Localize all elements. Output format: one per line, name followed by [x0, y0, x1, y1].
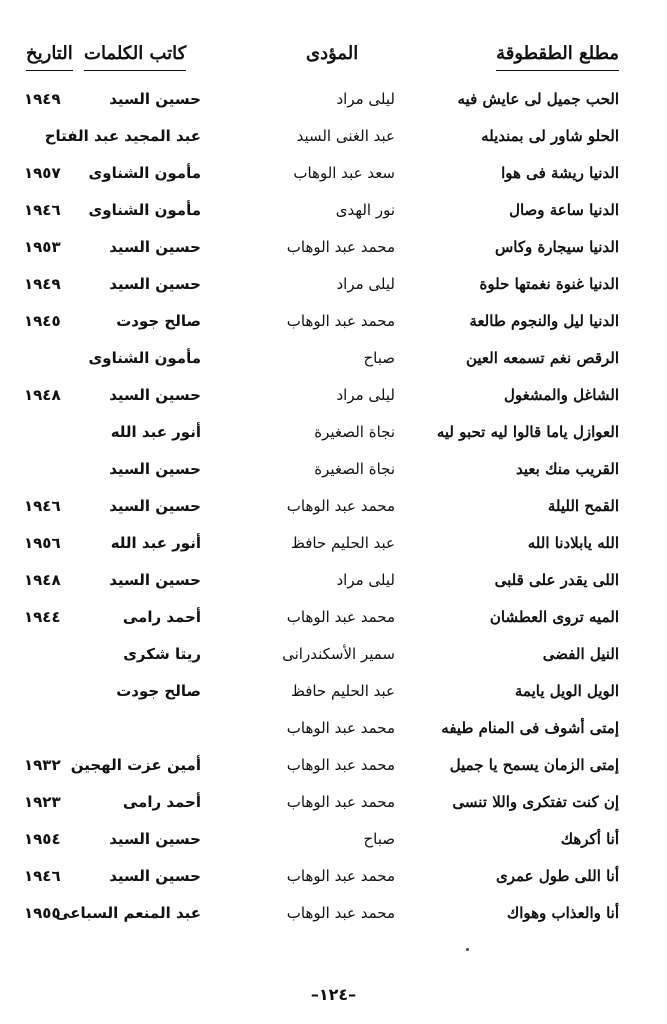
header-lyricist: كاتب الكلمات: [84, 40, 186, 71]
lyricist-name: حسين السيد: [109, 386, 201, 404]
table-row: [0, 487, 667, 524]
lyricist-name: مأمون الشناوى: [88, 349, 201, 367]
table-row: [0, 894, 667, 931]
table-row: [0, 672, 667, 709]
table-row: [0, 302, 667, 339]
table-row: [0, 376, 667, 413]
year: ١٩٤٦: [24, 867, 61, 885]
lyricist-name: حسين السيد: [109, 497, 201, 515]
lyricist-name: حسين السيد: [109, 275, 201, 293]
song-title: الشاغل والمشغول: [503, 386, 619, 404]
stray-dot: [466, 948, 469, 951]
singer-name: محمد عبد الوهاب: [286, 756, 395, 774]
song-title: إمتى الزمان يسمح يا جميل: [449, 756, 619, 774]
year: ١٩٤٦: [24, 497, 61, 515]
year: ١٩٤٩: [24, 275, 61, 293]
singer-name: صباح: [363, 349, 395, 367]
singer-name: عبد الحليم حافظ: [290, 682, 395, 700]
table-row: [0, 117, 667, 154]
singer-name: محمد عبد الوهاب: [286, 867, 395, 885]
lyricist-name: عبد المجيد عبد الفتاح: [44, 127, 201, 145]
table-row: [0, 339, 667, 376]
lyricist-name: أمين عزت الهجين: [70, 756, 201, 774]
singer-name: محمد عبد الوهاب: [286, 719, 395, 737]
singer-name: ليلى مراد: [336, 275, 395, 293]
table-row: [0, 228, 667, 265]
singer-name: محمد عبد الوهاب: [286, 497, 395, 515]
year: ١٩٤٦: [24, 201, 61, 219]
song-title: الله يابلادنا الله: [527, 534, 619, 552]
year: ١٩٤٨: [24, 386, 61, 404]
song-title: أنا أكرهك: [560, 830, 619, 848]
year: ١٩٣٢: [24, 756, 61, 774]
singer-name: صباح: [363, 830, 395, 848]
song-title: الويل الويل يايمة: [514, 682, 619, 700]
page-number: –١٢٤–: [310, 985, 357, 1004]
header-song-title: مطلع الطقطوقة: [496, 40, 619, 71]
table-row: [0, 709, 667, 746]
lyricist-name: حسين السيد: [109, 90, 201, 108]
singer-name: محمد عبد الوهاب: [286, 608, 395, 626]
singer-name: ليلى مراد: [336, 90, 395, 108]
singer-name: سعد عبد الوهاب: [293, 164, 395, 182]
table-row: [0, 598, 667, 635]
table-row: [0, 524, 667, 561]
lyricist-name: أحمد رامى: [122, 608, 201, 626]
singer-name: محمد عبد الوهاب: [286, 793, 395, 811]
song-title: الرقص نغم تسمعه العين: [465, 349, 619, 367]
song-title: القريب منك بعيد: [516, 460, 619, 478]
year: ١٩٤٩: [24, 90, 61, 108]
table-row: [0, 413, 667, 450]
song-title: الدنيا سيجارة وكاس: [494, 238, 619, 256]
singer-name: عبد الغنى السيد: [296, 127, 395, 145]
lyricist-name: حسين السيد: [109, 571, 201, 589]
lyricist-name: أحمد رامى: [122, 793, 201, 811]
song-title: إن كنت تفتكرى واللا تنسى: [452, 793, 619, 811]
year: ١٩٢٣: [24, 793, 61, 811]
song-title: العوازل ياما قالوا ليه تحبو ليه: [436, 423, 619, 441]
song-title: أنا اللى طول عمرى: [495, 867, 619, 885]
lyricist-name: أنور عبد الله: [110, 423, 201, 441]
table-row: [0, 857, 667, 894]
year: ١٩٥٥: [24, 904, 61, 922]
song-title: الدنيا ليل والنجوم طالعة: [469, 312, 619, 330]
lyricist-name: حسين السيد: [109, 238, 201, 256]
table-row: [0, 154, 667, 191]
lyricist-name: حسين السيد: [109, 460, 201, 478]
year: ١٩٥٦: [24, 534, 61, 552]
song-title: الحلو شاور لى بمنديله: [481, 127, 619, 145]
song-title: الحب جميل لى عايش فيه: [457, 90, 619, 108]
table-row: [0, 783, 667, 820]
singer-name: ليلى مراد: [336, 571, 395, 589]
singer-name: سمير الأسكندرانى: [282, 645, 395, 663]
singer-name: محمد عبد الوهاب: [286, 312, 395, 330]
table-row: [0, 191, 667, 228]
header-singer: المؤدى: [306, 43, 359, 64]
song-title: الميه تروى العطشان: [489, 608, 619, 626]
year: ١٩٥٣: [24, 238, 61, 256]
table-row: [0, 561, 667, 598]
year: ١٩٤٥: [24, 312, 61, 330]
singer-name: ليلى مراد: [336, 386, 395, 404]
song-title: القمح الليلة: [547, 497, 619, 515]
table-row: [0, 265, 667, 302]
lyricist-name: أنور عبد الله: [110, 534, 201, 552]
singer-name: محمد عبد الوهاب: [286, 904, 395, 922]
year: ١٩٥٤: [24, 830, 61, 848]
song-title: الدنيا ساعة وصال: [509, 201, 619, 219]
lyricist-name: حسين السيد: [109, 830, 201, 848]
table-row: [0, 450, 667, 487]
song-title: الدنيا غنوة نغمتها حلوة: [479, 275, 619, 293]
lyricist-name: مأمون الشناوى: [88, 164, 201, 182]
lyricist-name: صالح جودت: [116, 312, 201, 330]
song-title: النيل الفضى: [542, 645, 619, 663]
table-row: [0, 746, 667, 783]
song-title: الدنيا ريشة فى هوا: [501, 164, 619, 182]
table-row: [0, 80, 667, 117]
singer-name: محمد عبد الوهاب: [286, 238, 395, 256]
lyricist-name: ريتا شكرى: [123, 645, 201, 663]
lyricist-name: مأمون الشناوى: [88, 201, 201, 219]
singer-name: نجاة الصغيرة: [314, 423, 395, 441]
singer-name: عبد الحليم حافظ: [290, 534, 395, 552]
songs-table: [0, 80, 667, 931]
header-year: التاريخ: [26, 40, 73, 71]
song-title: اللى يقدر على قلبى: [494, 571, 619, 589]
lyricist-name: صالح جودت: [116, 682, 201, 700]
song-title: إمتى أشوف فى المنام طيفه: [441, 719, 619, 737]
year: ١٩٥٧: [24, 164, 61, 182]
singer-name: نجاة الصغيرة: [314, 460, 395, 478]
table-row: [0, 820, 667, 857]
year: ١٩٤٤: [24, 608, 61, 626]
lyricist-name: عبد المنعم السباعى: [55, 904, 201, 922]
year: ١٩٤٨: [24, 571, 61, 589]
lyricist-name: حسين السيد: [109, 867, 201, 885]
song-title: أنا والعذاب وهواك: [506, 904, 619, 922]
table-row: [0, 635, 667, 672]
singer-name: نور الهدى: [335, 201, 395, 219]
